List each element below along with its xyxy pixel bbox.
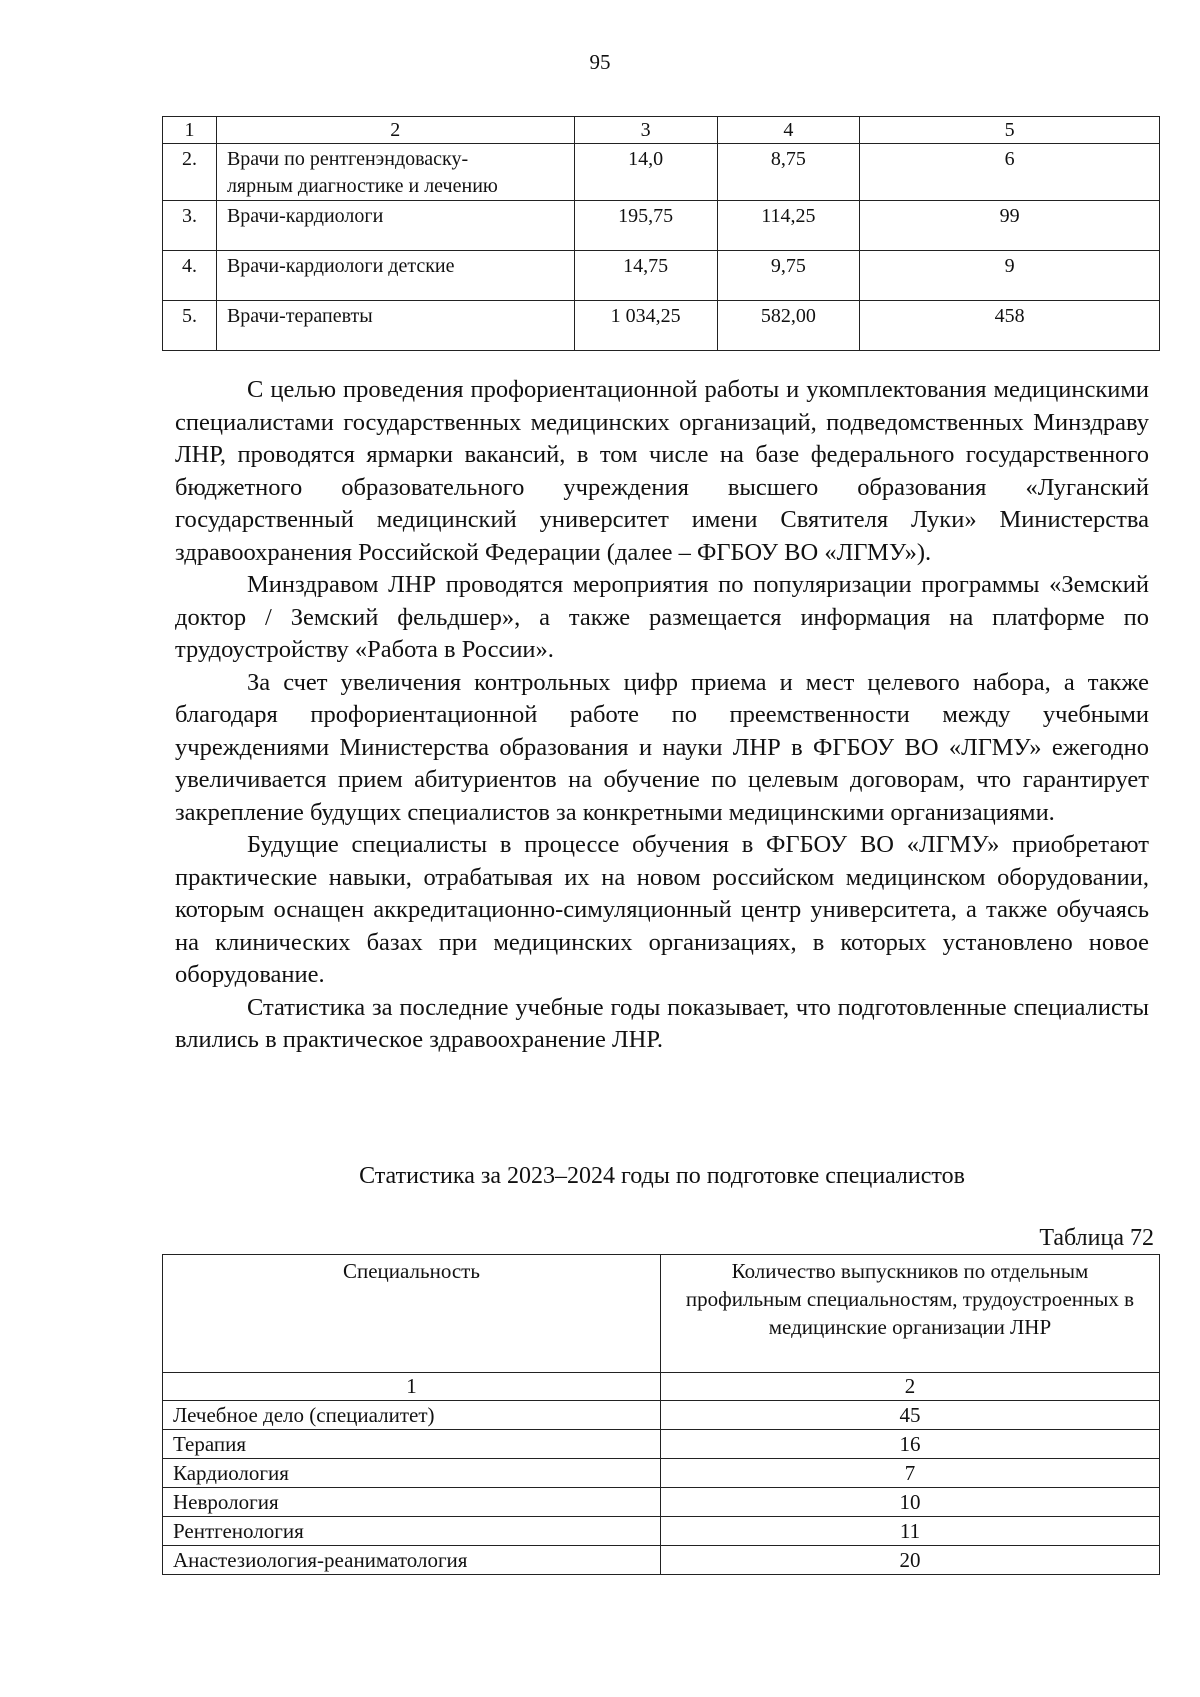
table-row bbox=[163, 1546, 1160, 1575]
page-number: 95 bbox=[589, 50, 611, 74]
specialty-cell: Лечебное дело (специалитет) bbox=[163, 1401, 661, 1430]
graduates-table bbox=[162, 1254, 1160, 1575]
table-caption: Статистика за 2023–2024 годы по подготовке специалистов bbox=[359, 1163, 965, 1189]
header-cell: 2 bbox=[216, 117, 574, 144]
header-specialty: Специальность bbox=[163, 1255, 661, 1373]
count-cell: 20 bbox=[660, 1546, 1159, 1575]
value-cell: 99 bbox=[860, 201, 1160, 251]
table-row bbox=[163, 301, 1160, 351]
header-cell: 4 bbox=[717, 117, 860, 144]
table-row bbox=[163, 201, 1160, 251]
specialty-cell: Анастезиология-реаниматология bbox=[163, 1546, 661, 1575]
table-row bbox=[163, 144, 1160, 201]
row-number: 3. bbox=[163, 201, 217, 251]
position-name: Врачи по рентгенэндоваску- лярным диагностике и лечению bbox=[216, 144, 574, 201]
count-cell: 7 bbox=[660, 1459, 1159, 1488]
specialty-cell: Неврология bbox=[163, 1488, 661, 1517]
value-cell: 114,25 bbox=[717, 201, 860, 251]
table-header-row bbox=[163, 1255, 1160, 1373]
header-cell: 3 bbox=[574, 117, 717, 144]
table-row bbox=[163, 1401, 1160, 1430]
value-cell: 1 034,25 bbox=[574, 301, 717, 351]
value-cell: 195,75 bbox=[574, 201, 717, 251]
header-graduates-count: Количество выпускников по отдельным профильным специальностям, трудоустроенных в медицинские организации ЛНР bbox=[660, 1255, 1159, 1373]
table-row bbox=[163, 1488, 1160, 1517]
column-number: 2 bbox=[660, 1373, 1159, 1401]
position-name: Врачи-кардиологи bbox=[216, 201, 574, 251]
paragraph: С целью проведения профориентационной работы и укомплектования медицинскими специалистами государственных медицинских организаций, подведомственных Минздраву ЛНР, проводятся ярмарки вакансий, в том числе на базе федерального государственного бюджетного образовательного учреждения высшего образования «Луганский государственный медицинский университет имени Святителя Луки» Министерства здравоохранения Российской Федерации (далее – ФГБОУ ВО «ЛГМУ»). bbox=[175, 376, 1149, 566]
column-number: 1 bbox=[163, 1373, 661, 1401]
specialty-cell: Рентгенология bbox=[163, 1517, 661, 1546]
value-cell: 14,0 bbox=[574, 144, 717, 201]
count-cell: 16 bbox=[660, 1430, 1159, 1459]
table-row bbox=[163, 251, 1160, 301]
value-cell: 458 bbox=[860, 301, 1160, 351]
table-row bbox=[163, 1430, 1160, 1459]
paragraph: Будущие специалисты в процессе обучения в ФГБОУ ВО «ЛГМУ» приобретают практические навыки, отрабатывая их на новом российском медицинском оборудовании, которым оснащен аккредитационно-симуляционный центр университета, а также обучаясь на клинических базах при медицинских организациях, в которых установлено новое оборудование. bbox=[175, 831, 1149, 988]
table-row bbox=[163, 1517, 1160, 1546]
table-number-label: Таблица 72 bbox=[1039, 1225, 1154, 1251]
row-number: 4. bbox=[163, 251, 217, 301]
count-cell: 45 bbox=[660, 1401, 1159, 1430]
table-row bbox=[163, 1459, 1160, 1488]
position-name: Врачи-кардиологи детские bbox=[216, 251, 574, 301]
staffing-table bbox=[162, 116, 1160, 351]
row-number: 2. bbox=[163, 144, 217, 201]
value-cell: 8,75 bbox=[717, 144, 860, 201]
count-cell: 11 bbox=[660, 1517, 1159, 1546]
value-cell: 14,75 bbox=[574, 251, 717, 301]
value-cell: 9 bbox=[860, 251, 1160, 301]
paragraph: За счет увеличения контрольных цифр приема и мест целевого набора, а также благодаря профориентационной работе по преемственности между учебными учреждениями Министерства образования и науки ЛНР в ФГБОУ ВО «ЛГМУ» ежегодно увеличивается прием абитуриентов на обучение по целевым договорам, что гарантирует закрепление будущих специалистов за конкретными медицинскими организациями. bbox=[175, 668, 1149, 826]
body-text bbox=[175, 374, 1149, 1057]
paragraph: Минздравом ЛНР проводятся мероприятия по популяризации программы «Земский доктор / Земский фельдшер», а также размещается информация на платформе по трудоустройству «Работа в России». bbox=[175, 571, 1149, 663]
column-numbers-row bbox=[163, 1373, 1160, 1401]
value-cell: 582,00 bbox=[717, 301, 860, 351]
specialty-cell: Кардиология bbox=[163, 1459, 661, 1488]
specialty-cell: Терапия bbox=[163, 1430, 661, 1459]
header-cell: 5 bbox=[860, 117, 1160, 144]
position-name: Врачи-терапевты bbox=[216, 301, 574, 351]
value-cell: 9,75 bbox=[717, 251, 860, 301]
row-number: 5. bbox=[163, 301, 217, 351]
count-cell: 10 bbox=[660, 1488, 1159, 1517]
value-cell: 6 bbox=[860, 144, 1160, 201]
paragraph: Статистика за последние учебные годы показывает, что подготовленные специалисты влились в практическое здравоохранение ЛНР. bbox=[175, 993, 1149, 1053]
header-cell: 1 bbox=[163, 117, 217, 144]
table-header-row bbox=[163, 117, 1160, 144]
